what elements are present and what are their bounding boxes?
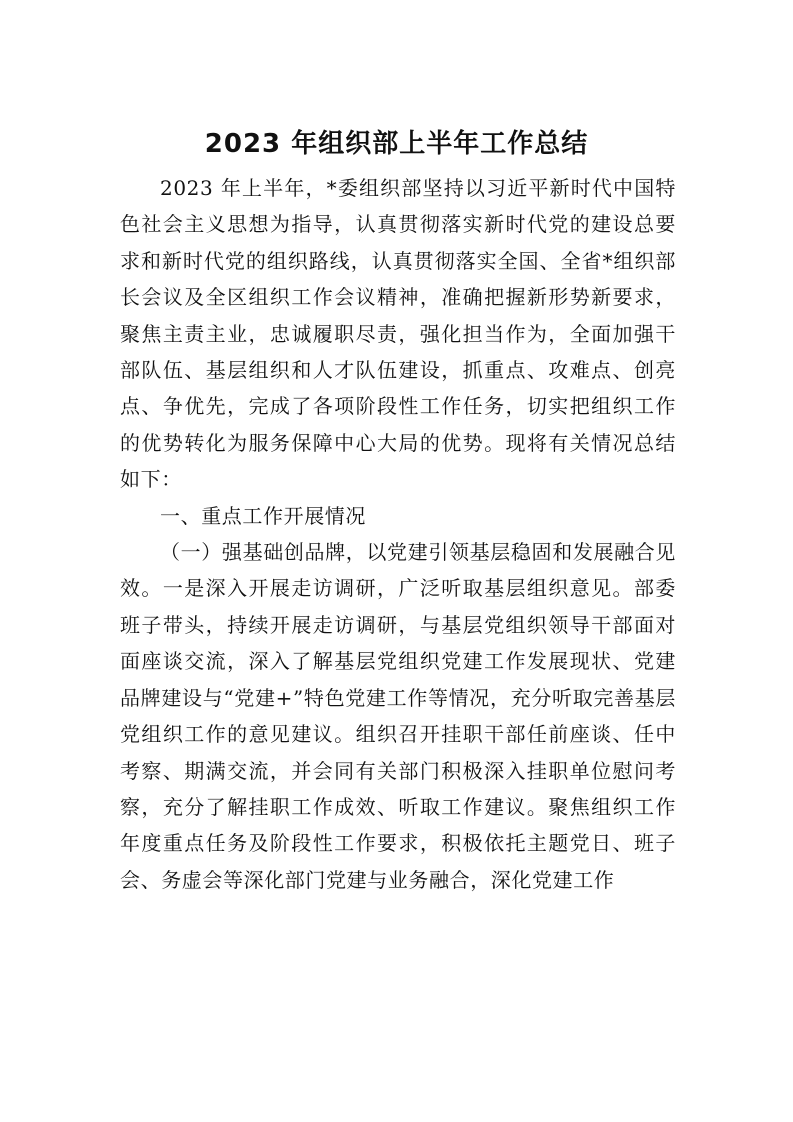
- document-title: 2023 年组织部上半年工作总结: [204, 129, 589, 159]
- section-heading: 一、重点工作开展情况: [160, 503, 366, 528]
- section-paragraph: （一）强基础创品牌，以党建引领基层稳固和发展融合见效。一是深入开展走访调研，广泛听取基层组织意见。部委班子带头，持续开展走访调研，与基层党组织领导干部面对面座谈交流，深入了解基层党组织党建工作发展现状、党建品牌建设与“党建+”特色党建工作等情况，充分听取完善基层党组织工作的意见建议。组织召开挂职干部任前座谈、任中考察、期满交流，并会同有关部门积极深入挂职单位慰问考察，充分了解挂职工作成效、听取工作建议。聚焦组织工作年度重点任务及阶段性工作要求，积极依托主题党日、班子会、务虚会等深化部门党建与业务融合，深化党建工作: [120, 540, 676, 892]
- intro-paragraph: 2023 年上半年，*委组织部坚持以习近平新时代中国特色社会主义思想为指导，认真贯彻落实新时代党的建设总要求和新时代党的组织路线，认真贯彻落实全国、全省*组织部长会议及全区组织工作会议精神，准确把握新形势新要求，聚焦主责主业，忠诚履职尽责，强化担当作为，全面加强干部队伍、基层组织和人才队伍建设，抓重点、攻难点、创亮点、争优先，完成了各项阶段性工作任务，切实把组织工作的优势转化为服务保障中心大局的优势。现将有关情况总结如下：: [120, 176, 676, 492]
- document-body: [120, 170, 676, 898]
